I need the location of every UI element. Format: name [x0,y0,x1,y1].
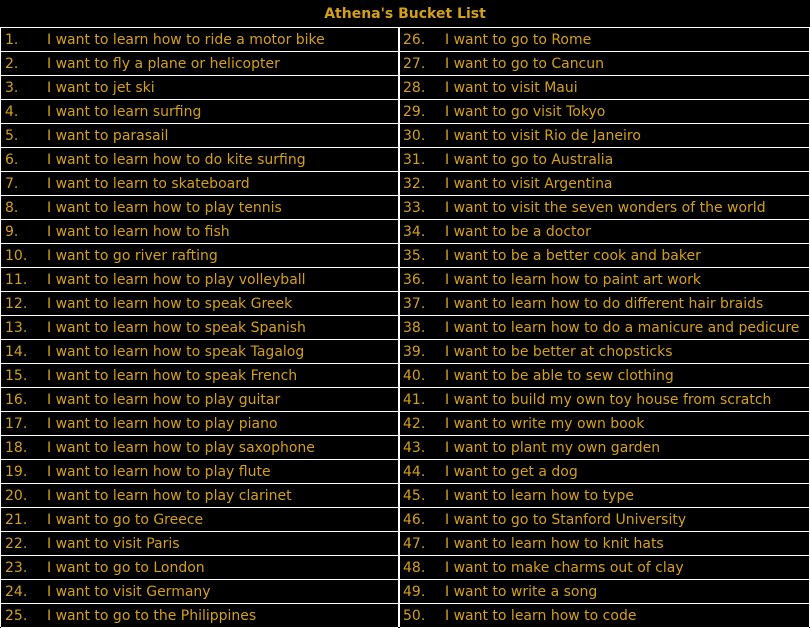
item-text: I want to visit Rio de Janeiro [445,128,641,144]
item-number: 2. [5,56,19,72]
list-item [400,388,809,412]
list-item [400,148,809,172]
item-number: 18. [5,440,28,456]
item-number: 42. [403,416,426,432]
item-number: 23. [5,560,28,576]
item-number: 34. [403,224,426,240]
list-item [1,244,398,268]
item-number: 27. [403,56,426,72]
item-number: 4. [5,104,19,120]
item-text: I want to learn how to play flute [47,464,271,480]
item-number: 37. [403,296,426,312]
item-text: I want to learn surfing [47,104,202,120]
list-item [1,604,398,628]
list-item [400,52,809,76]
item-number: 44. [403,464,426,480]
item-number: 16. [5,392,28,408]
list-item [400,196,809,220]
item-text: I want to write my own book [445,416,645,432]
list-item [400,172,809,196]
list-item [400,268,809,292]
item-text: I want to plant my own garden [445,440,661,456]
item-number: 31. [403,152,426,168]
item-number: 33. [403,200,426,216]
list-item [400,244,809,268]
item-text: I want to learn how to paint art work [445,272,702,288]
item-text: I want to learn how to do different hair braids [445,296,764,312]
item-text: I want to visit Paris [47,536,180,552]
list-item [1,580,398,604]
item-number: 45. [403,488,426,504]
item-text: I want to parasail [47,128,169,144]
item-text: I want to learn how to play piano [47,416,278,432]
item-number: 9. [5,224,19,240]
item-number: 50. [403,608,426,624]
item-text: I want to learn how to do a manicure and pedicure [445,320,800,336]
list-item [1,100,398,124]
list-item [1,556,398,580]
list-item [400,460,809,484]
list-item [400,604,809,628]
list-item [1,508,398,532]
list-item [1,484,398,508]
item-text: I want to go visit Tokyo [445,104,606,120]
item-text: I want to learn how to speak Tagalog [47,344,305,360]
item-number: 32. [403,176,426,192]
item-text: I want to go to Greece [47,512,204,528]
item-text: I want to learn to skateboard [47,176,250,192]
item-text: I want to learn how to speak French [47,368,298,384]
item-number: 48. [403,560,426,576]
list-item [1,436,398,460]
item-text: I want to go to Cancun [445,56,605,72]
item-number: 41. [403,392,426,408]
item-number: 12. [5,296,28,312]
item-number: 38. [403,320,426,336]
list-item [1,268,398,292]
list-item [1,388,398,412]
item-number: 24. [5,584,28,600]
list-item [1,460,398,484]
list-item [400,412,809,436]
list-item [1,412,398,436]
list-item [400,532,809,556]
item-text: I want to be able to sew clothing [445,368,674,384]
item-text: I want to learn how to speak Spanish [47,320,306,336]
item-number: 43. [403,440,426,456]
item-text: I want to visit Argentina [445,176,613,192]
item-number: 46. [403,512,426,528]
list-item [1,196,398,220]
list-item [400,556,809,580]
list-item [1,27,398,52]
item-number: 11. [5,272,28,288]
item-text: I want to learn how to type [445,488,634,504]
item-text: I want to learn how to play guitar [47,392,281,408]
list-item [400,76,809,100]
item-number: 13. [5,320,28,336]
item-number: 28. [403,80,426,96]
item-text: I want to be better at chopsticks [445,344,673,360]
item-number: 21. [5,512,28,528]
item-text: I want to learn how to play saxophone [47,440,315,456]
bucket-list-title: Athena's Bucket List [324,6,486,22]
item-number: 5. [5,128,19,144]
list-item [400,484,809,508]
item-text: I want to go to Australia [445,152,614,168]
item-text: I want to visit Germany [47,584,211,600]
item-text: I want to fly a plane or helicopter [47,56,280,72]
item-text: I want to visit Maui [445,80,578,96]
item-number: 39. [403,344,426,360]
item-text: I want to jet ski [47,80,155,96]
list-item [400,220,809,244]
item-number: 36. [403,272,426,288]
item-number: 26. [403,32,426,48]
list-item [1,532,398,556]
item-number: 7. [5,176,19,192]
list-item [1,316,398,340]
list-item [1,76,398,100]
list-item [400,27,809,52]
item-number: 35. [403,248,426,264]
item-text: I want to build my own toy house from scratch [445,392,772,408]
item-text: I want to visit the seven wonders of the world [445,200,766,216]
list-item [1,172,398,196]
list-item [400,292,809,316]
item-text: I want to learn how to ride a motor bike [47,32,325,48]
item-text: I want to make charms out of clay [445,560,684,576]
item-number: 25. [5,608,28,624]
item-text: I want to learn how to play volleyball [47,272,306,288]
list-item [400,508,809,532]
left-column [0,27,399,627]
list-item [1,220,398,244]
list-item [400,340,809,364]
item-text: I want to get a dog [445,464,578,480]
list-item [400,316,809,340]
item-text: I want to learn how to play tennis [47,200,282,216]
list-item [400,580,809,604]
item-text: I want to learn how to code [445,608,637,624]
item-number: 29. [403,104,426,120]
item-number: 47. [403,536,426,552]
item-number: 30. [403,128,426,144]
item-number: 3. [5,80,19,96]
item-text: I want to be a better cook and baker [445,248,701,264]
item-text: I want to learn how to speak Greek [47,296,293,312]
right-column [399,27,810,627]
item-number: 6. [5,152,19,168]
item-text: I want to write a song [445,584,598,600]
item-number: 20. [5,488,28,504]
item-number: 22. [5,536,28,552]
list-item [1,364,398,388]
item-text: I want to go to London [47,560,205,576]
item-number: 17. [5,416,28,432]
item-text: I want to go river rafting [47,248,218,264]
list-item [1,52,398,76]
item-number: 14. [5,344,28,360]
item-number: 49. [403,584,426,600]
list-item [400,364,809,388]
list-item [400,100,809,124]
item-number: 15. [5,368,28,384]
list-item [1,148,398,172]
list-item [400,436,809,460]
item-text: I want to learn how to fish [47,224,230,240]
item-number: 1. [5,32,19,48]
item-text: I want to learn how to knit hats [445,536,664,552]
list-item [1,124,398,148]
list-item [1,340,398,364]
item-text: I want to be a doctor [445,224,591,240]
item-text: I want to go to Rome [445,32,592,48]
item-text: I want to go to the Philippines [47,608,257,624]
list-item [1,292,398,316]
item-number: 40. [403,368,426,384]
list-item [400,124,809,148]
item-number: 19. [5,464,28,480]
item-text: I want to go to Stanford University [445,512,687,528]
item-text: I want to learn how to play clarinet [47,488,292,504]
item-number: 10. [5,248,28,264]
item-number: 8. [5,200,19,216]
item-text: I want to learn how to do kite surfing [47,152,306,168]
